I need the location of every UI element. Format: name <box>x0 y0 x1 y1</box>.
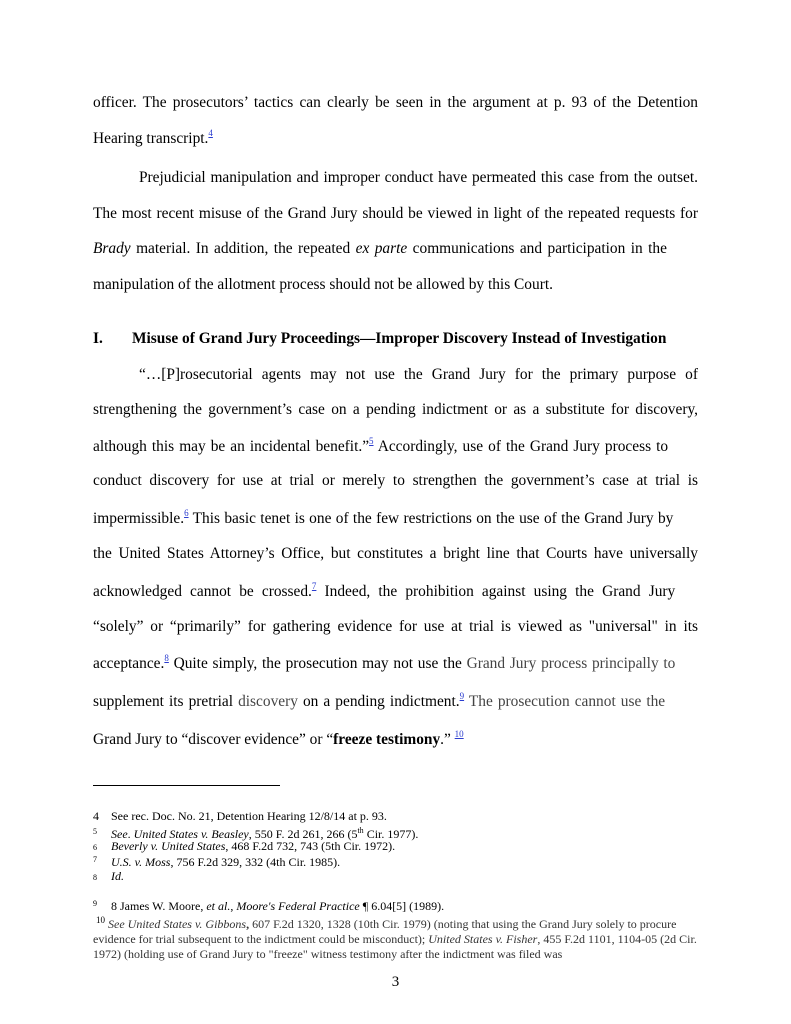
bold-text: freeze testimony <box>333 731 441 748</box>
text: acknowledged cannot be crossed. <box>93 583 312 600</box>
italic-text: United States v. Fisher <box>428 932 538 946</box>
text: 607 F.2d 1320, 1328 (10th Cir. 1979) (noting that using the Grand Jury solely to procure evidence for trial subsequent to the indictment could be misconduct); <box>93 917 677 946</box>
footnote-link-7[interactable]: 7 <box>311 581 317 591</box>
body-line <box>93 438 698 456</box>
text: the United States Attorney’s Office, but constitutes a bright line that Courts have universally <box>93 545 698 562</box>
text: discovery <box>238 693 298 710</box>
text: manipulation of the allotment process should not be allowed by this Court. <box>93 276 553 293</box>
text: officer. The prosecutors’ tactics can clearly be seen in the argument at p. 93 of the Detention <box>93 94 698 111</box>
body-line <box>93 583 698 601</box>
footnote-4 <box>93 809 387 823</box>
text: “…[P]rosecutorial agents may not use the Grand Jury for the primary purpose of <box>139 366 698 383</box>
text: “solely” or “primarily” for gathering evidence for use at trial is viewed as "universal" in its <box>93 618 698 635</box>
text: communications and participation in the <box>407 240 667 257</box>
text: acceptance. <box>93 655 165 672</box>
footnote-link-10[interactable]: 10 <box>454 729 464 739</box>
body-line <box>93 240 698 258</box>
footnote-ref[interactable] <box>208 128 213 138</box>
text: Grand Jury to “discover evidence” or “ <box>93 731 334 748</box>
text: Grand Jury process principally to <box>466 655 676 672</box>
text: Accordingly, use of the Grand Jury process to <box>373 438 669 455</box>
heading-number: I. <box>93 330 103 347</box>
footnote-number: 7 <box>93 855 97 864</box>
italic-text: United States v. Beasley <box>133 827 249 841</box>
text: although this may be an incidental benefit.” <box>93 438 370 455</box>
text: strengthening the government’s case on a pending indictment or as a substitute for discovery, <box>93 401 698 418</box>
footnote-link-8[interactable]: 8 <box>164 653 169 663</box>
text: Quite simply, the prosecution may not use the <box>168 655 467 672</box>
footnote-link-5[interactable]: 5 <box>369 436 374 446</box>
body-line <box>93 276 698 294</box>
body-line <box>139 366 698 384</box>
body-line <box>93 693 698 711</box>
footnote-ref[interactable] <box>455 729 464 739</box>
body-line <box>93 731 698 749</box>
italic-text: Beverly v. United States <box>111 839 226 853</box>
text: Indeed, the prohibition against using the Grand Jury <box>316 583 676 600</box>
footnote-7 <box>93 853 340 869</box>
footnote-separator <box>93 785 280 786</box>
superscript: th <box>357 826 364 835</box>
body-line <box>139 169 698 187</box>
text: on a pending indictment. <box>297 693 460 710</box>
footnote-link-4[interactable]: 4 <box>208 128 213 138</box>
text: , 550 F. 2d 261, 266 (5 <box>248 827 358 841</box>
italic-text: ex parte <box>355 240 408 257</box>
text: Hearing transcript. <box>93 130 209 147</box>
text: 8 James W. Moore, <box>111 899 207 913</box>
body-line <box>93 472 698 490</box>
section-heading <box>93 330 698 348</box>
footnote-number: 10 <box>96 915 105 925</box>
text: . <box>127 827 134 841</box>
italic-text: et al. <box>206 899 231 913</box>
text: This basic tenet is one of the few restrictions on the use of the Grand Jury by <box>188 510 674 527</box>
body-line <box>93 510 698 528</box>
text: Prejudicial manipulation and improper conduct have permeated this case from the outset. <box>139 169 698 186</box>
italic-text: Id. <box>111 869 124 883</box>
footnote-9 <box>93 897 444 913</box>
body-line <box>93 130 698 148</box>
page-number: 3 <box>391 974 400 990</box>
text: , 468 F.2d 732, 743 (5th Cir. 1972). <box>225 839 396 853</box>
body-line <box>93 618 698 636</box>
text: .” <box>440 731 455 748</box>
bold-text: , <box>246 917 250 931</box>
italic-text: Moore's Federal Practice <box>236 899 360 913</box>
footnote-number: 4 <box>93 809 99 823</box>
text: impermissible. <box>93 510 185 527</box>
text: material. In addition, the repeated <box>130 240 356 257</box>
text: Cir. 1977). <box>363 827 419 841</box>
footnote-number: 8 <box>93 873 97 882</box>
body-line <box>93 94 698 112</box>
text: conduct discovery for use at trial or merely to strengthen the government’s case at trial is <box>93 472 698 489</box>
italic-text: See United States v. Gibbons <box>108 917 247 931</box>
footnote-8 <box>93 869 124 885</box>
text: ¶ 6.04[5] (1989). <box>359 899 445 913</box>
body-line <box>93 655 698 673</box>
footnote-number: 6 <box>93 843 97 852</box>
heading-text: Misuse of Grand Jury Proceedings—Improper Discovery Instead of Investigation <box>132 330 667 347</box>
text: , 455 F.2d 1101, 1104-05 (2d Cir. 1972) (holding use of Grand Jury to "freeze" witness testimony after the indictment was filed was <box>93 932 697 961</box>
footnote-10 <box>93 913 697 962</box>
body-line <box>93 401 698 419</box>
italic-text: U.S. v. Moss <box>111 855 171 869</box>
footnote-link-9[interactable]: 9 <box>459 691 465 701</box>
text: The most recent misuse of the Grand Jury should be viewed in light of the repeated requests for <box>93 205 698 222</box>
body-line <box>93 545 698 563</box>
text: The prosecution cannot use the <box>464 693 666 710</box>
body-line <box>93 205 698 223</box>
footnote-link-6[interactable]: 6 <box>184 508 189 518</box>
italic-text: See <box>111 827 128 841</box>
text: , 756 F.2d 329, 332 (4th Cir. 1985). <box>170 855 341 869</box>
footnote-number: 9 <box>93 899 97 908</box>
text: , <box>230 899 237 913</box>
footnote-text: See rec. Doc. No. 21, Detention Hearing 12/8/14 at p. 93. <box>111 809 387 823</box>
text: supplement its pretrial <box>93 693 239 710</box>
italic-text: Brady <box>93 240 131 257</box>
footnote-number: 5 <box>93 827 97 836</box>
